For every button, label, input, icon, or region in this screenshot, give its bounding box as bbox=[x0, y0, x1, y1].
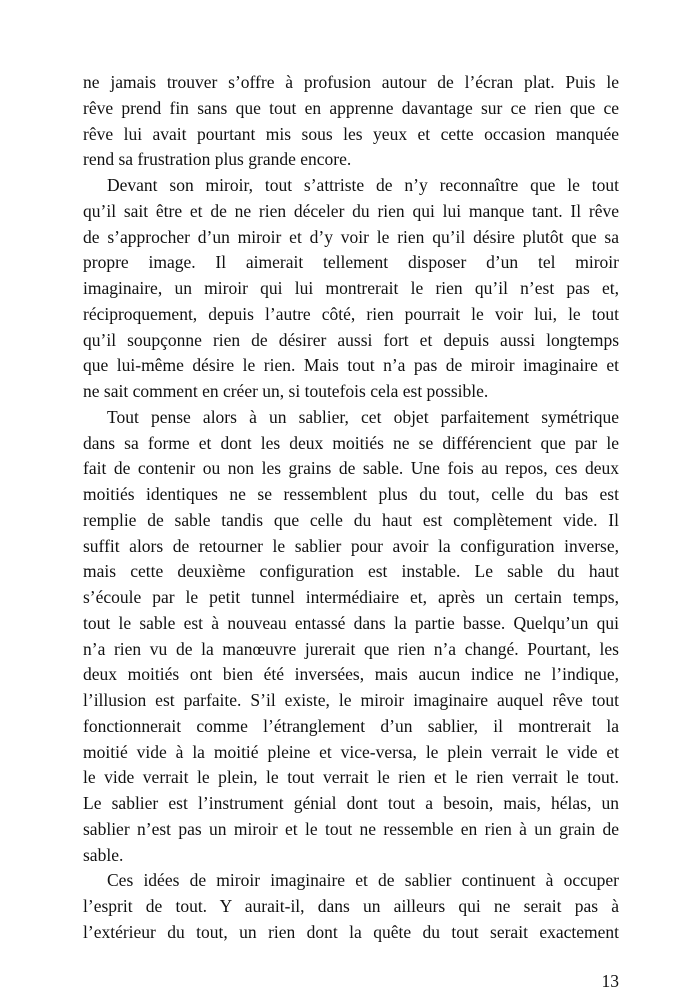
text-line: remplie de sable tandis que celle du haut est complètement vide. Il bbox=[83, 509, 619, 530]
text-line: dans sa forme et dont les deux moitiés ne se différencient que par le bbox=[83, 432, 619, 453]
text-line: tout le sable est à nouveau entassé dans la partie basse. Quelqu’un qui bbox=[83, 612, 619, 633]
text-line: de s’approcher d’un miroir et d’y voir le rien qu’il désire plutôt que sa bbox=[83, 226, 619, 247]
text-line: moitiés identiques ne se ressemblent plus du tout, celle du bas est bbox=[83, 484, 619, 504]
paragraph bbox=[83, 868, 619, 945]
text-line: s’écoule par le petit tunnel intermédiaire et, après un certain temps, bbox=[83, 587, 619, 607]
text-line: moitié vide à la moitié pleine et vice-versa, le plein verrait le vide et bbox=[83, 741, 619, 762]
text-line: Ces idées de miroir imaginaire et de sablier continuent à occuper bbox=[107, 870, 619, 891]
text-line: sable. bbox=[83, 844, 124, 865]
text-line: que lui-même désire le rien. Mais tout n’a pas de miroir imaginaire et bbox=[83, 355, 619, 376]
page-body-text bbox=[83, 70, 619, 946]
text-line: le vide verrait le plein, le tout verrait le rien et le rien verrait le tout. bbox=[83, 767, 619, 788]
text-line: l’esprit de tout. Y aurait-il, dans un ailleurs qui ne serait pas à bbox=[83, 896, 619, 916]
text-line: Tout pense alors à un sablier, cet objet parfaitement symétrique bbox=[107, 406, 619, 427]
text-line: imaginaire, un miroir qui lui montrerait le rien qu’il n’est pas et, bbox=[83, 278, 619, 298]
text-line: Le sablier est l’instrument génial dont tout a besoin, mais, hélas, un bbox=[83, 793, 619, 813]
text-line: ne sait comment en créer un, si toutefois cela est possible. bbox=[83, 381, 489, 401]
text-line: sablier n’est pas un miroir et le tout ne ressemble en rien à un grain de bbox=[83, 818, 619, 839]
text-line: l’extérieur du tout, un rien dont la quête du tout serait exactement bbox=[83, 921, 619, 942]
text-line: n’a rien vu de la manœuvre jurerait que rien n’a changé. Pourtant, les bbox=[83, 638, 619, 659]
paragraph bbox=[83, 70, 619, 173]
text-line: qu’il sait être et de ne rien déceler du rien qui lui manque tant. Il rêve bbox=[83, 200, 619, 221]
text-line: rêve prend fin sans que tout en apprenne davantage sur ce rien que ce bbox=[83, 97, 619, 118]
text-line: ne jamais trouver s’offre à profusion autour de l’écran plat. Puis le bbox=[83, 72, 619, 92]
text-line: Devant son miroir, tout s’attriste de n’y reconnaître que le tout bbox=[107, 175, 619, 195]
page bbox=[83, 70, 619, 992]
text-line: fonctionnerait comme l’étranglement d’un sablier, il montrerait la bbox=[83, 715, 619, 736]
paragraph bbox=[83, 173, 619, 405]
page-number: 13 bbox=[601, 970, 619, 991]
text-line: fait de contenir ou non les grains de sable. Une fois au repos, ces deux bbox=[83, 458, 619, 479]
paragraph bbox=[83, 405, 619, 869]
text-line: suffit alors de retourner le sablier pour avoir la configuration inverse, bbox=[83, 535, 619, 556]
text-line: mais cette deuxième configuration est instable. Le sable du haut bbox=[83, 561, 619, 582]
text-line: réciproquement, depuis l’autre côté, rien pourrait le voir lui, le tout bbox=[83, 303, 619, 324]
text-line: rend sa frustration plus grande encore. bbox=[83, 149, 352, 170]
text-line: qu’il soupçonne rien de désirer aussi fort et depuis aussi longtemps bbox=[83, 329, 619, 350]
text-line: l’illusion est parfaite. S’il existe, le miroir imaginaire auquel rêve tout bbox=[83, 690, 619, 710]
text-line: propre image. Il aimerait tellement disposer d’un tel miroir bbox=[83, 252, 619, 273]
text-line: deux moitiés ont bien été inversées, mais aucun indice ne l’indique, bbox=[83, 664, 619, 685]
text-line: rêve lui avait pourtant mis sous les yeux et cette occasion manquée bbox=[83, 123, 619, 144]
